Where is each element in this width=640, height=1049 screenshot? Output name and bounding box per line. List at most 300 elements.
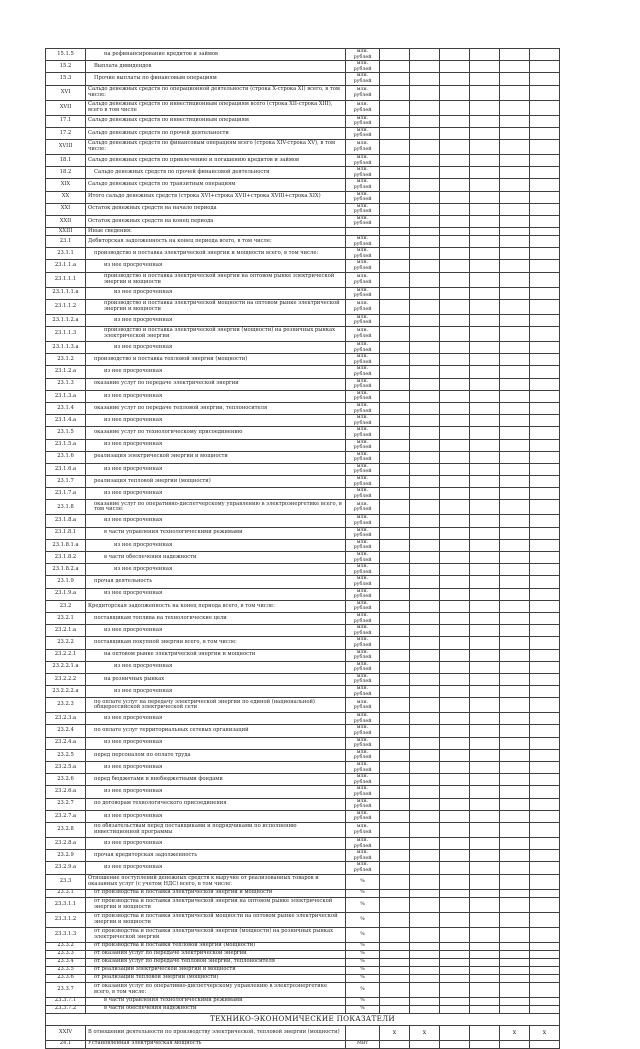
value-cell [440, 203, 470, 215]
value-cell [440, 862, 470, 874]
value-cell [500, 588, 530, 600]
row-label: по оплате услуг на передачу электрической энергии по единой (национальной) общероссийской электрической сети [86, 698, 346, 713]
row-label: Сальдо денежных средств по операционной деятельности (строка X-строка XI) всего, в том числе: [86, 85, 346, 100]
row-unit: млн. рублей [346, 774, 380, 786]
value-cell [530, 786, 560, 798]
row-unit: млн. рублей [346, 85, 380, 100]
value-cell [380, 527, 410, 539]
value-cell [410, 661, 440, 673]
value-cell [470, 451, 500, 463]
row-unit: млн. рублей [346, 154, 380, 166]
value-cell [470, 966, 500, 974]
row-number: 23.2.2 [46, 637, 86, 649]
value-cell [500, 236, 530, 248]
table-row [46, 167, 560, 179]
value-cell [440, 390, 470, 402]
table-body [46, 49, 560, 1049]
row-label: Сальдо денежных средств по привлечению и погашению кредитов и займов [86, 154, 346, 166]
value-cell [440, 439, 470, 451]
row-number: 15.2 [46, 61, 86, 73]
row-unit: млн. рублей [346, 725, 380, 737]
value-cell [410, 588, 440, 600]
value-cell [470, 927, 500, 942]
row-number: XXII [46, 215, 86, 227]
row-unit: млн. рублей [346, 451, 380, 463]
row-number: 23.2.9 [46, 850, 86, 862]
value-cell [530, 966, 560, 974]
value-cell [470, 822, 500, 837]
table-row [46, 314, 560, 326]
row-label: производство и поставка тепловой энергии (мощности) [86, 354, 346, 366]
row-label: от производства и поставки электрической мощности на оптовом рынке электрической энергии и мощности [86, 912, 346, 927]
value-cell [530, 299, 560, 314]
value-cell [410, 673, 440, 685]
row-label: из нее просроченная [86, 439, 346, 451]
value-cell [440, 576, 470, 588]
value-cell [410, 966, 440, 974]
value-cell [410, 354, 440, 366]
value-cell [440, 236, 470, 248]
value-cell [470, 390, 500, 402]
value-cell [470, 167, 500, 179]
row-number: 23.1.6 [46, 451, 86, 463]
value-cell [470, 661, 500, 673]
table-row [46, 552, 560, 564]
value-cell [440, 215, 470, 227]
value-cell [410, 451, 440, 463]
value-cell [500, 61, 530, 73]
value-cell [470, 737, 500, 749]
value-cell [470, 810, 500, 822]
value-cell [380, 637, 410, 649]
row-number: 23.3.6 [46, 974, 86, 982]
value-cell [470, 798, 500, 810]
value-cell [440, 272, 470, 287]
table-row [46, 762, 560, 774]
value-cell [500, 958, 530, 966]
row-label: оказание услуг по передаче электрической энергии [86, 378, 346, 390]
value-cell [440, 974, 470, 982]
value-cell [380, 686, 410, 698]
row-label: из нее просроченная [86, 539, 346, 551]
row-unit: млн. рублей [346, 139, 380, 154]
financial-indicators-table [45, 48, 560, 1049]
row-unit: млн. рублей [346, 100, 380, 115]
value-cell [380, 786, 410, 798]
table-row [46, 942, 560, 950]
value-cell [410, 625, 440, 637]
value-cell [530, 942, 560, 950]
row-number: 23.2.8 [46, 822, 86, 837]
row-number: 18.2 [46, 167, 86, 179]
table-row [46, 260, 560, 272]
value-cell [530, 837, 560, 849]
value-cell [440, 686, 470, 698]
table-row [46, 342, 560, 354]
row-unit: млн. рублей [346, 115, 380, 127]
value-cell [500, 402, 530, 414]
row-label: поставщикам топлива на технологические цели [86, 612, 346, 624]
value-cell [440, 1025, 470, 1040]
value-cell [410, 749, 440, 761]
value-cell [530, 228, 560, 236]
row-number: XXIV [46, 1025, 86, 1040]
value-cell [530, 912, 560, 927]
value-cell [500, 810, 530, 822]
row-label: в части обеспечения надежности [86, 552, 346, 564]
value-cell [440, 451, 470, 463]
row-unit: % [346, 982, 380, 997]
value-cell [440, 774, 470, 786]
value-cell [410, 612, 440, 624]
value-cell [380, 600, 410, 612]
row-number: 23.1.5.а [46, 439, 86, 451]
value-cell [530, 463, 560, 475]
value-cell [380, 850, 410, 862]
section-row [46, 1013, 560, 1025]
value-cell [530, 287, 560, 299]
value-cell [410, 100, 440, 115]
value-cell [380, 439, 410, 451]
value-cell [470, 786, 500, 798]
value-cell [410, 552, 440, 564]
table-row [46, 287, 560, 299]
row-label: из нее просроченная [86, 686, 346, 698]
value-cell [380, 476, 410, 488]
row-unit: млн. рублей [346, 850, 380, 862]
row-label: от производства и поставки тепловой энергии (мощности) [86, 942, 346, 950]
value-cell [410, 378, 440, 390]
table-row [46, 236, 560, 248]
value-cell [530, 354, 560, 366]
value-cell: x [410, 1025, 440, 1040]
row-number: 23.2.2.2 [46, 673, 86, 685]
row-label: Сальдо денежных средств по инвестиционным операциям [86, 115, 346, 127]
value-cell [470, 49, 500, 61]
table-row [46, 500, 560, 515]
value-cell [410, 950, 440, 958]
value-cell [410, 850, 440, 862]
row-label: из нее просроченная [86, 762, 346, 774]
row-label: в части управления технологическими режимами [86, 527, 346, 539]
value-cell [470, 61, 500, 73]
row-number: 23.3.3 [46, 950, 86, 958]
value-cell [470, 889, 500, 897]
table-row [46, 191, 560, 203]
value-cell [500, 248, 530, 260]
value-cell [380, 661, 410, 673]
row-unit: млн. рублей [346, 612, 380, 624]
row-unit: млн. рублей [346, 786, 380, 798]
row-number: XVIII [46, 139, 86, 154]
value-cell [380, 649, 410, 661]
value-cell [410, 958, 440, 966]
value-cell [410, 725, 440, 737]
value-cell [470, 100, 500, 115]
row-number: 23.3.5 [46, 966, 86, 974]
value-cell [440, 810, 470, 822]
value-cell [470, 974, 500, 982]
table-row [46, 837, 560, 849]
table-row [46, 673, 560, 685]
row-unit: млн. рублей [346, 314, 380, 326]
value-cell [500, 950, 530, 958]
value-cell [500, 463, 530, 475]
value-cell [440, 850, 470, 862]
row-number: 23.1.9 [46, 576, 86, 588]
row-number: 23.2.1 [46, 612, 86, 624]
row-number: 23.3.7.1 [46, 997, 86, 1005]
value-cell [380, 588, 410, 600]
row-unit: млн. рублей [346, 661, 380, 673]
value-cell [380, 576, 410, 588]
row-label: в части обеспечения надежности [86, 1005, 346, 1013]
value-cell [470, 366, 500, 378]
value-cell [440, 427, 470, 439]
value-cell [440, 798, 470, 810]
value-cell [440, 248, 470, 260]
row-unit: млн. рублей [346, 167, 380, 179]
table-row [46, 774, 560, 786]
value-cell [440, 100, 470, 115]
row-label: от оказания услуг по оперативно-диспетчерскому управлению в электроэнергетике всего, в том числе: [86, 982, 346, 997]
value-cell [410, 686, 440, 698]
row-number: 23.3 [46, 874, 86, 889]
value-cell [380, 500, 410, 515]
row-unit: млн. рублей [346, 49, 380, 61]
value-cell [530, 862, 560, 874]
value-cell [410, 822, 440, 837]
value-cell [380, 61, 410, 73]
value-cell [500, 515, 530, 527]
value-cell [470, 73, 500, 85]
row-unit: млн. рублей [346, 390, 380, 402]
value-cell [530, 49, 560, 61]
value-cell [530, 215, 560, 227]
row-number: 23.3.1 [46, 889, 86, 897]
value-cell [440, 958, 470, 966]
row-unit: млн. рублей [346, 713, 380, 725]
row-number: XIX [46, 179, 86, 191]
value-cell [380, 179, 410, 191]
table-row [46, 402, 560, 414]
value-cell [470, 527, 500, 539]
value-cell [440, 191, 470, 203]
row-label: Остаток денежных средств на начало периода [86, 203, 346, 215]
value-cell [530, 167, 560, 179]
row-unit: МВт [346, 1040, 380, 1048]
value-cell [380, 997, 410, 1005]
value-cell [530, 527, 560, 539]
row-label: из нее просроченная [86, 837, 346, 849]
row-number: 23.1 [46, 236, 86, 248]
value-cell [470, 500, 500, 515]
table-row [46, 1005, 560, 1013]
row-label: В отношении деятельности по производству электрической, тепловой энергии (мощности) [86, 1025, 346, 1040]
row-unit: млн. рублей [346, 191, 380, 203]
table-row [46, 390, 560, 402]
value-cell [470, 837, 500, 849]
value-cell [530, 958, 560, 966]
value-cell [530, 974, 560, 982]
table-row [46, 451, 560, 463]
table-row [46, 874, 560, 889]
row-label: от производства и поставки электрической энергии (мощности) на розничных рынках электрической энергии [86, 927, 346, 942]
value-cell [440, 260, 470, 272]
value-cell [470, 912, 500, 927]
value-cell: x [500, 1025, 530, 1040]
value-cell [530, 637, 560, 649]
row-label: от реализации тепловой энергии (мощности) [86, 974, 346, 982]
row-number: 23.2.4.а [46, 737, 86, 749]
value-cell [530, 127, 560, 139]
value-cell [530, 625, 560, 637]
value-cell [500, 774, 530, 786]
table-row [46, 950, 560, 958]
value-cell [410, 314, 440, 326]
value-cell [380, 260, 410, 272]
value-cell [380, 390, 410, 402]
value-cell [440, 661, 470, 673]
row-unit: млн. рублей [346, 203, 380, 215]
value-cell [470, 942, 500, 950]
row-number: 23.1.3.а [46, 390, 86, 402]
value-cell [380, 552, 410, 564]
row-unit: млн. рублей [346, 837, 380, 849]
value-cell [530, 576, 560, 588]
value-cell [470, 127, 500, 139]
row-unit: % [346, 889, 380, 897]
value-cell [530, 488, 560, 500]
value-cell [440, 167, 470, 179]
row-unit: млн. рублей [346, 215, 380, 227]
row-number: 23.1.6.а [46, 463, 86, 475]
row-label: из нее просроченная [86, 862, 346, 874]
row-number: 23.3.7 [46, 982, 86, 997]
value-cell [500, 837, 530, 849]
row-unit: млн. рублей [346, 327, 380, 342]
value-cell [470, 552, 500, 564]
row-number: 23.2 [46, 600, 86, 612]
value-cell [530, 612, 560, 624]
value-cell: x [530, 1025, 560, 1040]
table-row [46, 1025, 560, 1040]
row-label: производство и поставка электрической мощности на оптовом рынке электрической энергии и мощности [86, 299, 346, 314]
row-label: Прочие выплаты по финансовым операциям [86, 73, 346, 85]
table-row [46, 299, 560, 314]
value-cell [530, 139, 560, 154]
value-cell [470, 649, 500, 661]
row-label: на оптовом рынке электрической энергии и мощности [86, 649, 346, 661]
value-cell [530, 774, 560, 786]
value-cell [380, 327, 410, 342]
value-cell [380, 100, 410, 115]
table-row [46, 203, 560, 215]
value-cell [470, 774, 500, 786]
value-cell [530, 539, 560, 551]
row-label: из нее просроченная [86, 342, 346, 354]
row-label: прочая кредиторская задолженность [86, 850, 346, 862]
row-label: Иные сведения: [86, 228, 346, 236]
value-cell [410, 85, 440, 100]
value-cell [530, 191, 560, 203]
value-cell [530, 661, 560, 673]
value-cell [500, 476, 530, 488]
value-cell [530, 260, 560, 272]
value-cell [380, 515, 410, 527]
table-row [46, 139, 560, 154]
value-cell [380, 837, 410, 849]
value-cell [440, 997, 470, 1005]
value-cell [380, 798, 410, 810]
value-cell [410, 215, 440, 227]
table-row [46, 427, 560, 439]
table-row [46, 61, 560, 73]
row-label: поставщикам покупной энергии всего, в том числе: [86, 637, 346, 649]
row-label: из нее просроченная [86, 366, 346, 378]
row-unit: млн. рублей [346, 248, 380, 260]
value-cell [410, 798, 440, 810]
value-cell [440, 713, 470, 725]
row-number: 23.1.1.а [46, 260, 86, 272]
row-unit: млн. рублей [346, 737, 380, 749]
value-cell [500, 539, 530, 551]
row-number: 23.1.7 [46, 476, 86, 488]
value-cell [440, 1040, 470, 1048]
value-cell [410, 127, 440, 139]
value-cell [440, 527, 470, 539]
value-cell [500, 1005, 530, 1013]
row-unit: млн. рублей [346, 822, 380, 837]
value-cell [500, 725, 530, 737]
table-row [46, 600, 560, 612]
value-cell [530, 61, 560, 73]
value-cell [410, 402, 440, 414]
row-label: реализация электрической энергии и мощности [86, 451, 346, 463]
row-label: из нее просроченная [86, 488, 346, 500]
row-unit: % [346, 874, 380, 889]
value-cell [470, 342, 500, 354]
table-row [46, 966, 560, 974]
value-cell [410, 61, 440, 73]
value-cell [470, 1025, 500, 1040]
table-row [46, 49, 560, 61]
value-cell [470, 203, 500, 215]
value-cell [470, 1040, 500, 1048]
value-cell [380, 49, 410, 61]
row-unit: % [346, 942, 380, 950]
value-cell [410, 515, 440, 527]
table-row [46, 527, 560, 539]
value-cell [530, 327, 560, 342]
row-label: производство и поставка электрической энергии на оптовом рынке электрической энергии и мощности [86, 272, 346, 287]
row-number: 23.1.8.а [46, 515, 86, 527]
value-cell [470, 236, 500, 248]
value-cell [380, 203, 410, 215]
value-cell [530, 378, 560, 390]
value-cell [380, 564, 410, 576]
row-number: 23.1.2 [46, 354, 86, 366]
value-cell [440, 287, 470, 299]
value-cell [410, 139, 440, 154]
value-cell [500, 822, 530, 837]
value-cell [440, 762, 470, 774]
row-number: 23.1.8.2 [46, 552, 86, 564]
table-row [46, 354, 560, 366]
row-label: Дебиторская задолженность на конец периода всего, в том числе: [86, 236, 346, 248]
table-row [46, 862, 560, 874]
value-cell [500, 167, 530, 179]
